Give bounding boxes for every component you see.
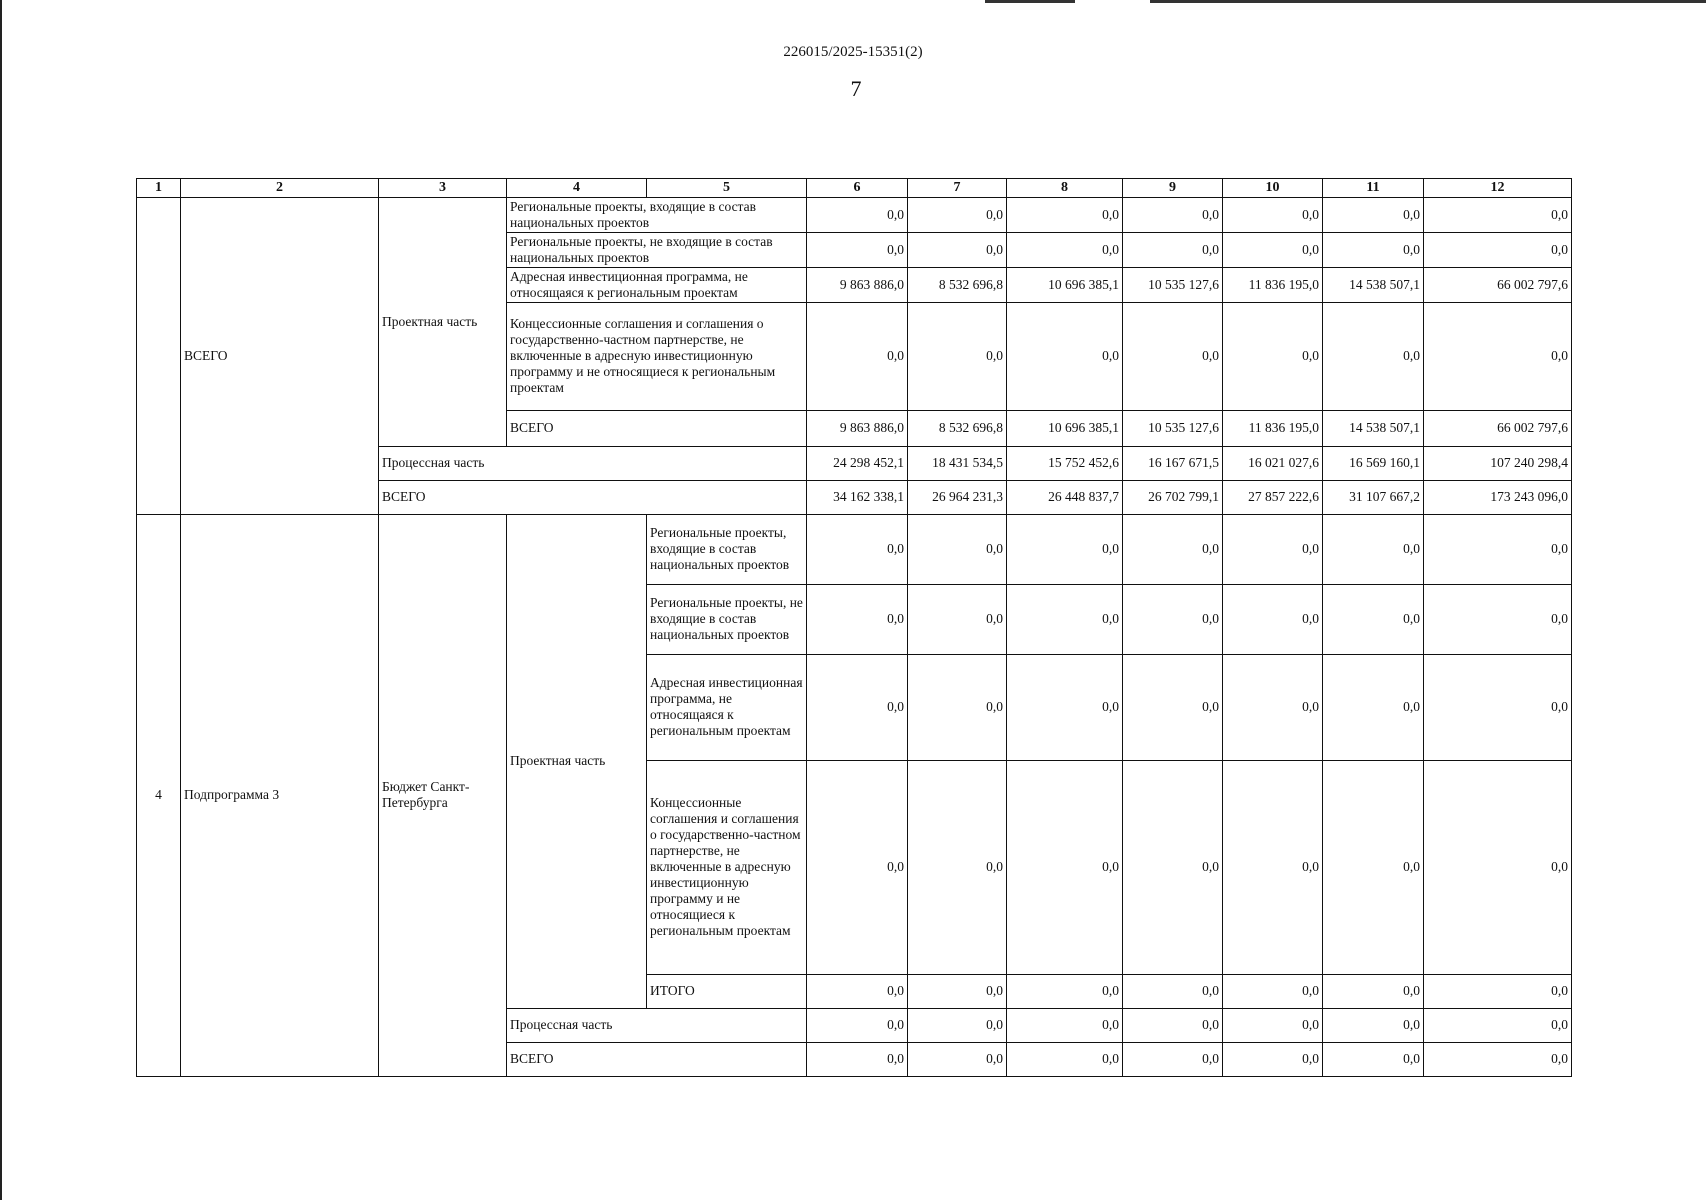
value-cell: 0,0 [807, 584, 908, 654]
value-cell: 0,0 [1323, 302, 1424, 410]
project-part-label: Проектная часть [379, 198, 507, 447]
value-cell: 0,0 [1007, 514, 1123, 584]
value-cell: 0,0 [1007, 760, 1123, 974]
column-header: 1 [137, 179, 181, 198]
value-cell: 107 240 298,4 [1424, 446, 1572, 480]
value-cell: 16 021 027,6 [1223, 446, 1323, 480]
value-cell: 0,0 [1123, 302, 1223, 410]
value-cell: 0,0 [1123, 974, 1223, 1008]
value-cell: 10 696 385,1 [1007, 267, 1123, 302]
scan-artifact-bar [1150, 0, 1706, 3]
row-label: Процессная часть [379, 446, 807, 480]
value-cell: 0,0 [1323, 760, 1424, 974]
value-cell: 0,0 [1424, 654, 1572, 760]
value-cell: 0,0 [1007, 974, 1123, 1008]
value-cell: 11 836 195,0 [1223, 410, 1323, 446]
value-cell: 0,0 [908, 232, 1007, 267]
row-label: ВСЕГО [507, 410, 807, 446]
column-header: 6 [807, 179, 908, 198]
value-cell: 0,0 [1007, 198, 1123, 233]
row-label: Региональные проекты, не входящие в состав национальных проектов [507, 232, 807, 267]
value-cell: 31 107 667,2 [1323, 480, 1424, 514]
value-cell: 0,0 [1424, 1008, 1572, 1042]
value-cell: 0,0 [1123, 1042, 1223, 1076]
column-header: 11 [1323, 179, 1424, 198]
row-label: ИТОГО [647, 974, 807, 1008]
value-cell: 0,0 [1323, 584, 1424, 654]
row-label: Региональные проекты, не входящие в состав национальных проектов [647, 584, 807, 654]
value-cell: 0,0 [1223, 760, 1323, 974]
value-cell: 0,0 [807, 1042, 908, 1076]
value-cell: 0,0 [1007, 654, 1123, 760]
value-cell: 14 538 507,1 [1323, 267, 1424, 302]
value-cell: 0,0 [1323, 198, 1424, 233]
value-cell: 0,0 [1323, 1042, 1424, 1076]
value-cell: 0,0 [1123, 514, 1223, 584]
row-number-cell: 4 [137, 514, 181, 1076]
column-number-row [137, 179, 1572, 198]
value-cell: 0,0 [908, 514, 1007, 584]
value-cell: 0,0 [908, 1042, 1007, 1076]
row-label: Адресная инвестиционная программа, не относящаяся к региональным проектам [647, 654, 807, 760]
value-cell: 0,0 [1223, 584, 1323, 654]
value-cell: 66 002 797,6 [1424, 267, 1572, 302]
value-cell: 0,0 [807, 198, 908, 233]
row-label: ВСЕГО [379, 480, 807, 514]
value-cell: 0,0 [1424, 198, 1572, 233]
value-cell: 0,0 [807, 302, 908, 410]
value-cell: 0,0 [1123, 1008, 1223, 1042]
value-cell: 16 167 671,5 [1123, 446, 1223, 480]
value-cell: 0,0 [1223, 302, 1323, 410]
value-cell: 0,0 [1323, 1008, 1424, 1042]
value-cell: 26 448 837,7 [1007, 480, 1123, 514]
value-cell: 0,0 [1323, 974, 1424, 1008]
column-header: 5 [647, 179, 807, 198]
value-cell: 26 702 799,1 [1123, 480, 1223, 514]
value-cell: 0,0 [1424, 232, 1572, 267]
value-cell: 0,0 [1323, 232, 1424, 267]
value-cell: 0,0 [908, 1008, 1007, 1042]
scan-artifact-bar [985, 0, 1075, 3]
value-cell: 0,0 [1007, 302, 1123, 410]
row-label: ВСЕГО [507, 1042, 807, 1076]
column-header: 12 [1424, 179, 1572, 198]
value-cell: 66 002 797,6 [1424, 410, 1572, 446]
document-id: 226015/2025-15351(2) [783, 44, 923, 60]
value-cell: 0,0 [1007, 1042, 1123, 1076]
value-cell: 0,0 [1123, 760, 1223, 974]
value-cell: 0,0 [908, 760, 1007, 974]
value-cell: 0,0 [1123, 232, 1223, 267]
value-cell: 10 535 127,6 [1123, 267, 1223, 302]
value-cell: 0,0 [908, 584, 1007, 654]
value-cell: 0,0 [1223, 1042, 1323, 1076]
value-cell: 18 431 534,5 [908, 446, 1007, 480]
budget-source-cell: Бюджет Санкт-Петербурга [379, 514, 507, 1076]
row-number-cell [137, 198, 181, 515]
row-label: Концессионные соглашения и соглашения о государственно-частном партнерстве, не включенные в адресную инвестиционную программу и не относящиеся к региональным проектам [507, 302, 807, 410]
value-cell: 9 863 886,0 [807, 410, 908, 446]
value-cell: 0,0 [1424, 302, 1572, 410]
value-cell: 0,0 [1323, 514, 1424, 584]
value-cell: 0,0 [1223, 514, 1323, 584]
row-label: Процессная часть [507, 1008, 807, 1042]
value-cell: 0,0 [1424, 514, 1572, 584]
value-cell: 14 538 507,1 [1323, 410, 1424, 446]
value-cell: 0,0 [1007, 1008, 1123, 1042]
column-header: 10 [1223, 179, 1323, 198]
value-cell: 0,0 [908, 302, 1007, 410]
value-cell: 0,0 [908, 974, 1007, 1008]
page-edge-line [0, 0, 2, 1200]
column-header: 3 [379, 179, 507, 198]
value-cell: 0,0 [1424, 760, 1572, 974]
value-cell: 0,0 [807, 974, 908, 1008]
value-cell: 0,0 [1223, 654, 1323, 760]
value-cell: 0,0 [1223, 198, 1323, 233]
value-cell: 0,0 [1007, 232, 1123, 267]
value-cell: 0,0 [1424, 974, 1572, 1008]
column-header: 4 [507, 179, 647, 198]
value-cell: 8 532 696,8 [908, 267, 1007, 302]
row-label: Региональные проекты, входящие в состав национальных проектов [507, 198, 807, 233]
value-cell: 0,0 [1123, 584, 1223, 654]
row-label: Адресная инвестиционная программа, не относящаяся к региональным проектам [507, 267, 807, 302]
value-cell: 34 162 338,1 [807, 480, 908, 514]
table-row [137, 514, 1572, 584]
value-cell: 0,0 [1123, 198, 1223, 233]
value-cell: 10 535 127,6 [1123, 410, 1223, 446]
value-cell: 10 696 385,1 [1007, 410, 1123, 446]
value-cell: 0,0 [1424, 1042, 1572, 1076]
row-label: Концессионные соглашения и соглашения о государственно-частном партнерстве, не включенные в адресную инвестиционную программу и не относящиеся к региональным проектам [647, 760, 807, 974]
value-cell: 27 857 222,6 [1223, 480, 1323, 514]
value-cell: 0,0 [1223, 232, 1323, 267]
value-cell: 24 298 452,1 [807, 446, 908, 480]
budget-table [136, 178, 1572, 1077]
value-cell: 9 863 886,0 [807, 267, 908, 302]
value-cell: 15 752 452,6 [1007, 446, 1123, 480]
column-header: 2 [181, 179, 379, 198]
section-name-cell: Подпрограмма 3 [181, 514, 379, 1076]
value-cell: 173 243 096,0 [1424, 480, 1572, 514]
value-cell: 8 532 696,8 [908, 410, 1007, 446]
column-header: 7 [908, 179, 1007, 198]
value-cell: 0,0 [908, 654, 1007, 760]
value-cell: 11 836 195,0 [1223, 267, 1323, 302]
page-number: 7 [850, 76, 862, 101]
value-cell: 26 964 231,3 [908, 480, 1007, 514]
value-cell: 0,0 [807, 1008, 908, 1042]
value-cell: 0,0 [807, 232, 908, 267]
value-cell: 16 569 160,1 [1323, 446, 1424, 480]
value-cell: 0,0 [807, 760, 908, 974]
value-cell: 0,0 [908, 198, 1007, 233]
value-cell: 0,0 [1223, 974, 1323, 1008]
column-header: 9 [1123, 179, 1223, 198]
project-part-label: Проектная часть [507, 514, 647, 1008]
value-cell: 0,0 [1223, 1008, 1323, 1042]
value-cell: 0,0 [807, 514, 908, 584]
value-cell: 0,0 [1007, 584, 1123, 654]
table-row [137, 198, 1572, 233]
value-cell: 0,0 [1123, 654, 1223, 760]
column-header: 8 [1007, 179, 1123, 198]
row-label: Региональные проекты, входящие в состав национальных проектов [647, 514, 807, 584]
section-name-cell: ВСЕГО [181, 198, 379, 515]
value-cell: 0,0 [807, 654, 908, 760]
value-cell: 0,0 [1424, 584, 1572, 654]
value-cell: 0,0 [1323, 654, 1424, 760]
